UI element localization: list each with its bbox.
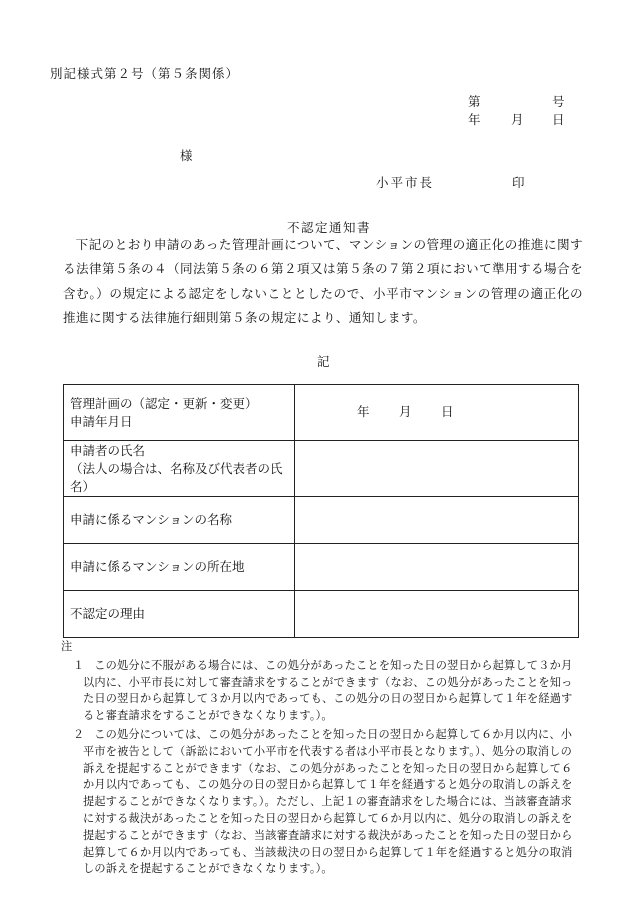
note-text: この処分に不服がある場合には、この処分があったことを知った日の翌日から起算して３か月以内に、小平市長に対して審査請求をすることができます（なお、この処分があったことを知った日の翌日から起算して３か月以内であっても、この処分の日の翌日から起算して１年を経過すると審査請求をすることができなくなります。）。 — [83, 658, 573, 723]
table-row — [64, 441, 579, 497]
value-month: 月 — [399, 404, 412, 419]
row-label-application-date: 管理計画の（認定・更新・変更） 申請年月日 — [64, 385, 295, 441]
row-value-mansion-name — [295, 497, 579, 544]
recipient-honorific: 様 — [180, 148, 193, 163]
notes-heading: 注 — [61, 640, 73, 653]
form-label: 別記様式第２号（第５条関係） — [50, 66, 240, 81]
doc-number-suffix: 号 — [552, 94, 565, 109]
value-day: 日 — [441, 404, 454, 419]
date-day-label: 日 — [552, 112, 565, 127]
row-label-mansion-address: 申請に係るマンションの所在地 — [64, 544, 295, 591]
value-year: 年 — [357, 404, 370, 419]
row-value-application-date — [295, 385, 579, 441]
row-value-reason — [295, 591, 579, 638]
note-number: １ — [73, 658, 85, 672]
date-year-label: 年 — [468, 112, 481, 127]
date-month-label: 月 — [511, 112, 524, 127]
document-title: 不認定通知書 — [287, 220, 372, 235]
table-row — [64, 544, 579, 591]
row-label-reason: 不認定の理由 — [64, 591, 295, 638]
note-text: この処分については、この処分があったことを知った日の翌日から起算して６か月以内に、小平市を被告として（訴訟において小平市を代表する者は小平市長となります。）、処分の取消しの訴えを提起することができます（なお、この処分があったことを知った日の翌日から起算して６か月以内であっても、この処分の日の翌日から起算して１年を経過すると処分の取消しの訴えを提起することができなくなります。）。ただし、上記１の審査請求をした場合には、当該審査請求に対する裁決があったことを知った日の翌日から起算して６か月以内に、処分の取消しの訴えを提起することができます（なお、当該審査請求に対する裁決があったことを知った日の翌日から起算して６か月以内であっても、当該裁決の日の翌日から起算して１年を経過すると処分の取消しの訴えを提起することができなくなります。）。 — [83, 727, 573, 876]
row-label-mansion-name: 申請に係るマンションの名称 — [64, 497, 295, 544]
row-value-mansion-address — [295, 544, 579, 591]
details-table — [63, 384, 579, 638]
row-value-applicant-name — [295, 441, 579, 497]
row-label-applicant-name: 申請者の氏名 （法人の場合は、名称及び代表者の氏名） — [64, 441, 295, 497]
note-item — [63, 727, 583, 878]
sender-name: 小平市長 — [376, 175, 435, 190]
doc-number-prefix: 第 — [468, 94, 481, 109]
table-row — [64, 497, 579, 544]
note-item — [63, 658, 583, 725]
table-row — [64, 591, 579, 638]
note-number: ２ — [73, 727, 85, 741]
ki-heading: 記 — [317, 354, 330, 369]
notes-section — [63, 639, 583, 878]
notice-body: 下記のとおり申請のあった管理計画について、マンションの管理の適正化の推進に関する法律第５条の４（同法第５条の６第２項又は第５条の７第２項において準用する場合を含む。）の規定による認定をしないこととしたので、小平市マンションの管理の適正化の推進に関する法律施行細則第５条の規定により、通知します。 — [63, 237, 583, 326]
table-row — [64, 385, 579, 441]
seal-mark: 印 — [512, 175, 525, 190]
